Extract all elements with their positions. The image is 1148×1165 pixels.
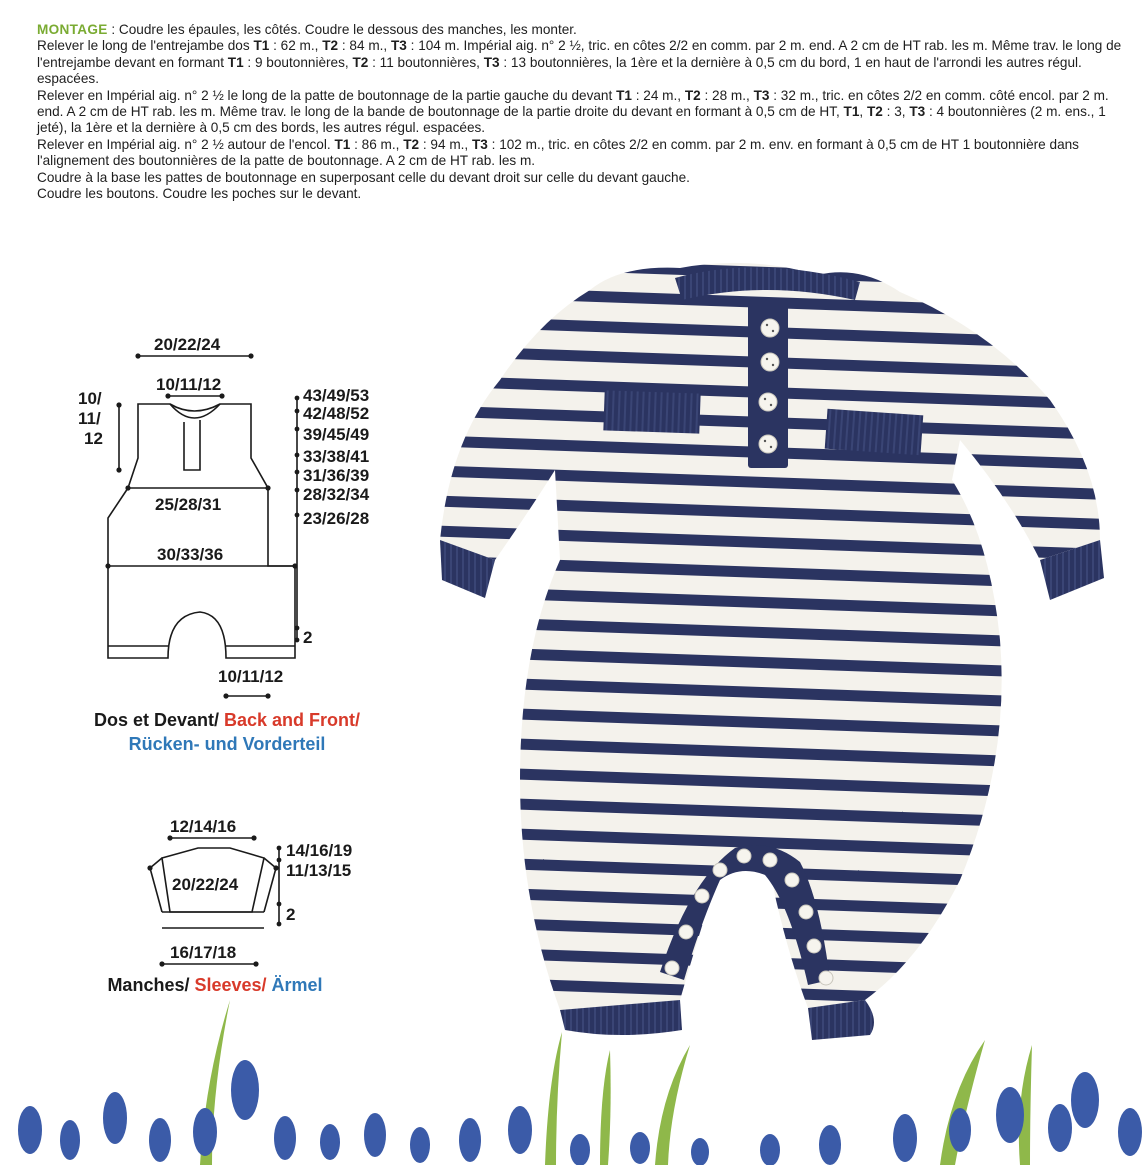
body-schematic-caption: Dos et Devant/ Back and Front/ Rücken- und Vorderteil xyxy=(93,710,361,754)
armhole-label-1: 10/ xyxy=(78,389,102,408)
button-icon xyxy=(665,961,679,975)
button-icon xyxy=(679,925,693,939)
instructions-para-1: MONTAGE : Coudre les épaules, les côtés. Coudre le dessous des manches, les monter. xyxy=(37,22,577,37)
sleeve-bottom-width-label: 16/17/18 xyxy=(170,943,237,962)
instructions-para-4: Relever en Impérial aig. n° 2 ½ autour de l'encol. T1 : 86 m., T2 : 94 m., T3 : 102 m., tric. en côtes 2/2 en comm. par 2 m. env. en formant à 0,5 cm de HT 1 boutonnière dans l'alignement des boutonnières de la patte de boutonnage. A 2 cm de HT rab. les m. xyxy=(37,136,1079,169)
rib-height-label: 2 xyxy=(303,628,313,647)
button-icon xyxy=(759,393,777,411)
height-label: 33/38/41 xyxy=(303,447,370,466)
top-width-label: 20/22/24 xyxy=(154,335,221,354)
neck-width-label: 10/11/12 xyxy=(156,375,222,394)
instructions-para-2: Relever le long de l'entrejambe dos T1 : 62 m., T2 : 84 m., T3 : 104 m. Impérial aig. n° 2 ½, tric. en côtes 2/2 en comm. par 2 m. end. A 2 cm de HT rab. les m. Même trav. le long de l'entrejambe devant en formant T1 : 9 boutonnières, T2 : 11 boutonnières, T3 : 13 boutonnières, la 1ère et la dernière à 0,5 cm du bord, 1 en haut de l'arrondi les autres régul. espacées. xyxy=(37,38,1122,87)
button-icon xyxy=(761,319,779,337)
button-icon xyxy=(713,863,727,877)
left-pocket xyxy=(603,390,700,433)
button-icon xyxy=(695,889,709,903)
height-label: 39/45/49 xyxy=(303,425,370,444)
sleeve-top-width-label: 12/14/16 xyxy=(170,817,237,836)
button-icon xyxy=(799,905,813,919)
right-pocket xyxy=(825,409,924,456)
montage-heading: MONTAGE xyxy=(37,22,108,37)
hip-width-label: 30/33/36 xyxy=(157,545,224,564)
height-label: 42/48/52 xyxy=(303,404,370,423)
height-label: 23/26/28 xyxy=(303,509,370,528)
armhole-label-2: 11/ xyxy=(78,409,101,428)
sleeve-height-label: 11/13/15 xyxy=(286,861,352,880)
button-icon xyxy=(763,853,777,867)
instructions-para-3: Relever en Impérial aig. n° 2 ½ le long de la patte de boutonnage de la partie gauche du devant T1 : 24 m., T2 : 28 m., T3 : 32 m., tric. en côtes 2/2 en comm. côté encol. par 2 m. end. A 2 cm de HT rab. les m. Même trav. le long de la bande de boutonnage de la partie droite du devant en formant à 0,5 cm de HT, T1, T2 : 3, T3 : 4 boutonnières (2 m. ens., 1 jeté), la 1ère et la dernière à 0,5 cm des bords, les autres régul. espacées. xyxy=(37,87,1109,136)
crotch-width-label: 10/11/12 xyxy=(218,667,284,686)
button-icon xyxy=(737,849,751,863)
button-icon xyxy=(819,971,833,985)
height-label: 31/36/39 xyxy=(303,466,370,485)
sleeve-height-label: 14/16/19 xyxy=(286,841,353,860)
button-icon xyxy=(785,873,799,887)
height-label: 28/32/34 xyxy=(303,485,370,504)
instructions-para-6: Coudre les boutons. Coudre les poches sur le devant. xyxy=(37,186,362,202)
instructions-para-5: Coudre à la base les pattes de boutonnage en superposant celle du devant droit sur celle du devant gauche. xyxy=(37,169,690,185)
button-icon xyxy=(759,435,777,453)
sleeve-schematic-caption: Manches/ Sleeves/ Ärmel xyxy=(107,975,323,995)
button-icon xyxy=(761,353,779,371)
button-icon xyxy=(807,939,821,953)
height-label: 43/49/53 xyxy=(303,386,370,405)
armhole-label-3: 12 xyxy=(84,429,103,448)
sleeve-mid-width-label: 20/22/24 xyxy=(172,875,239,894)
sleeve-rib-height-label: 2 xyxy=(286,905,296,924)
chest-width-label: 25/28/31 xyxy=(155,495,222,514)
